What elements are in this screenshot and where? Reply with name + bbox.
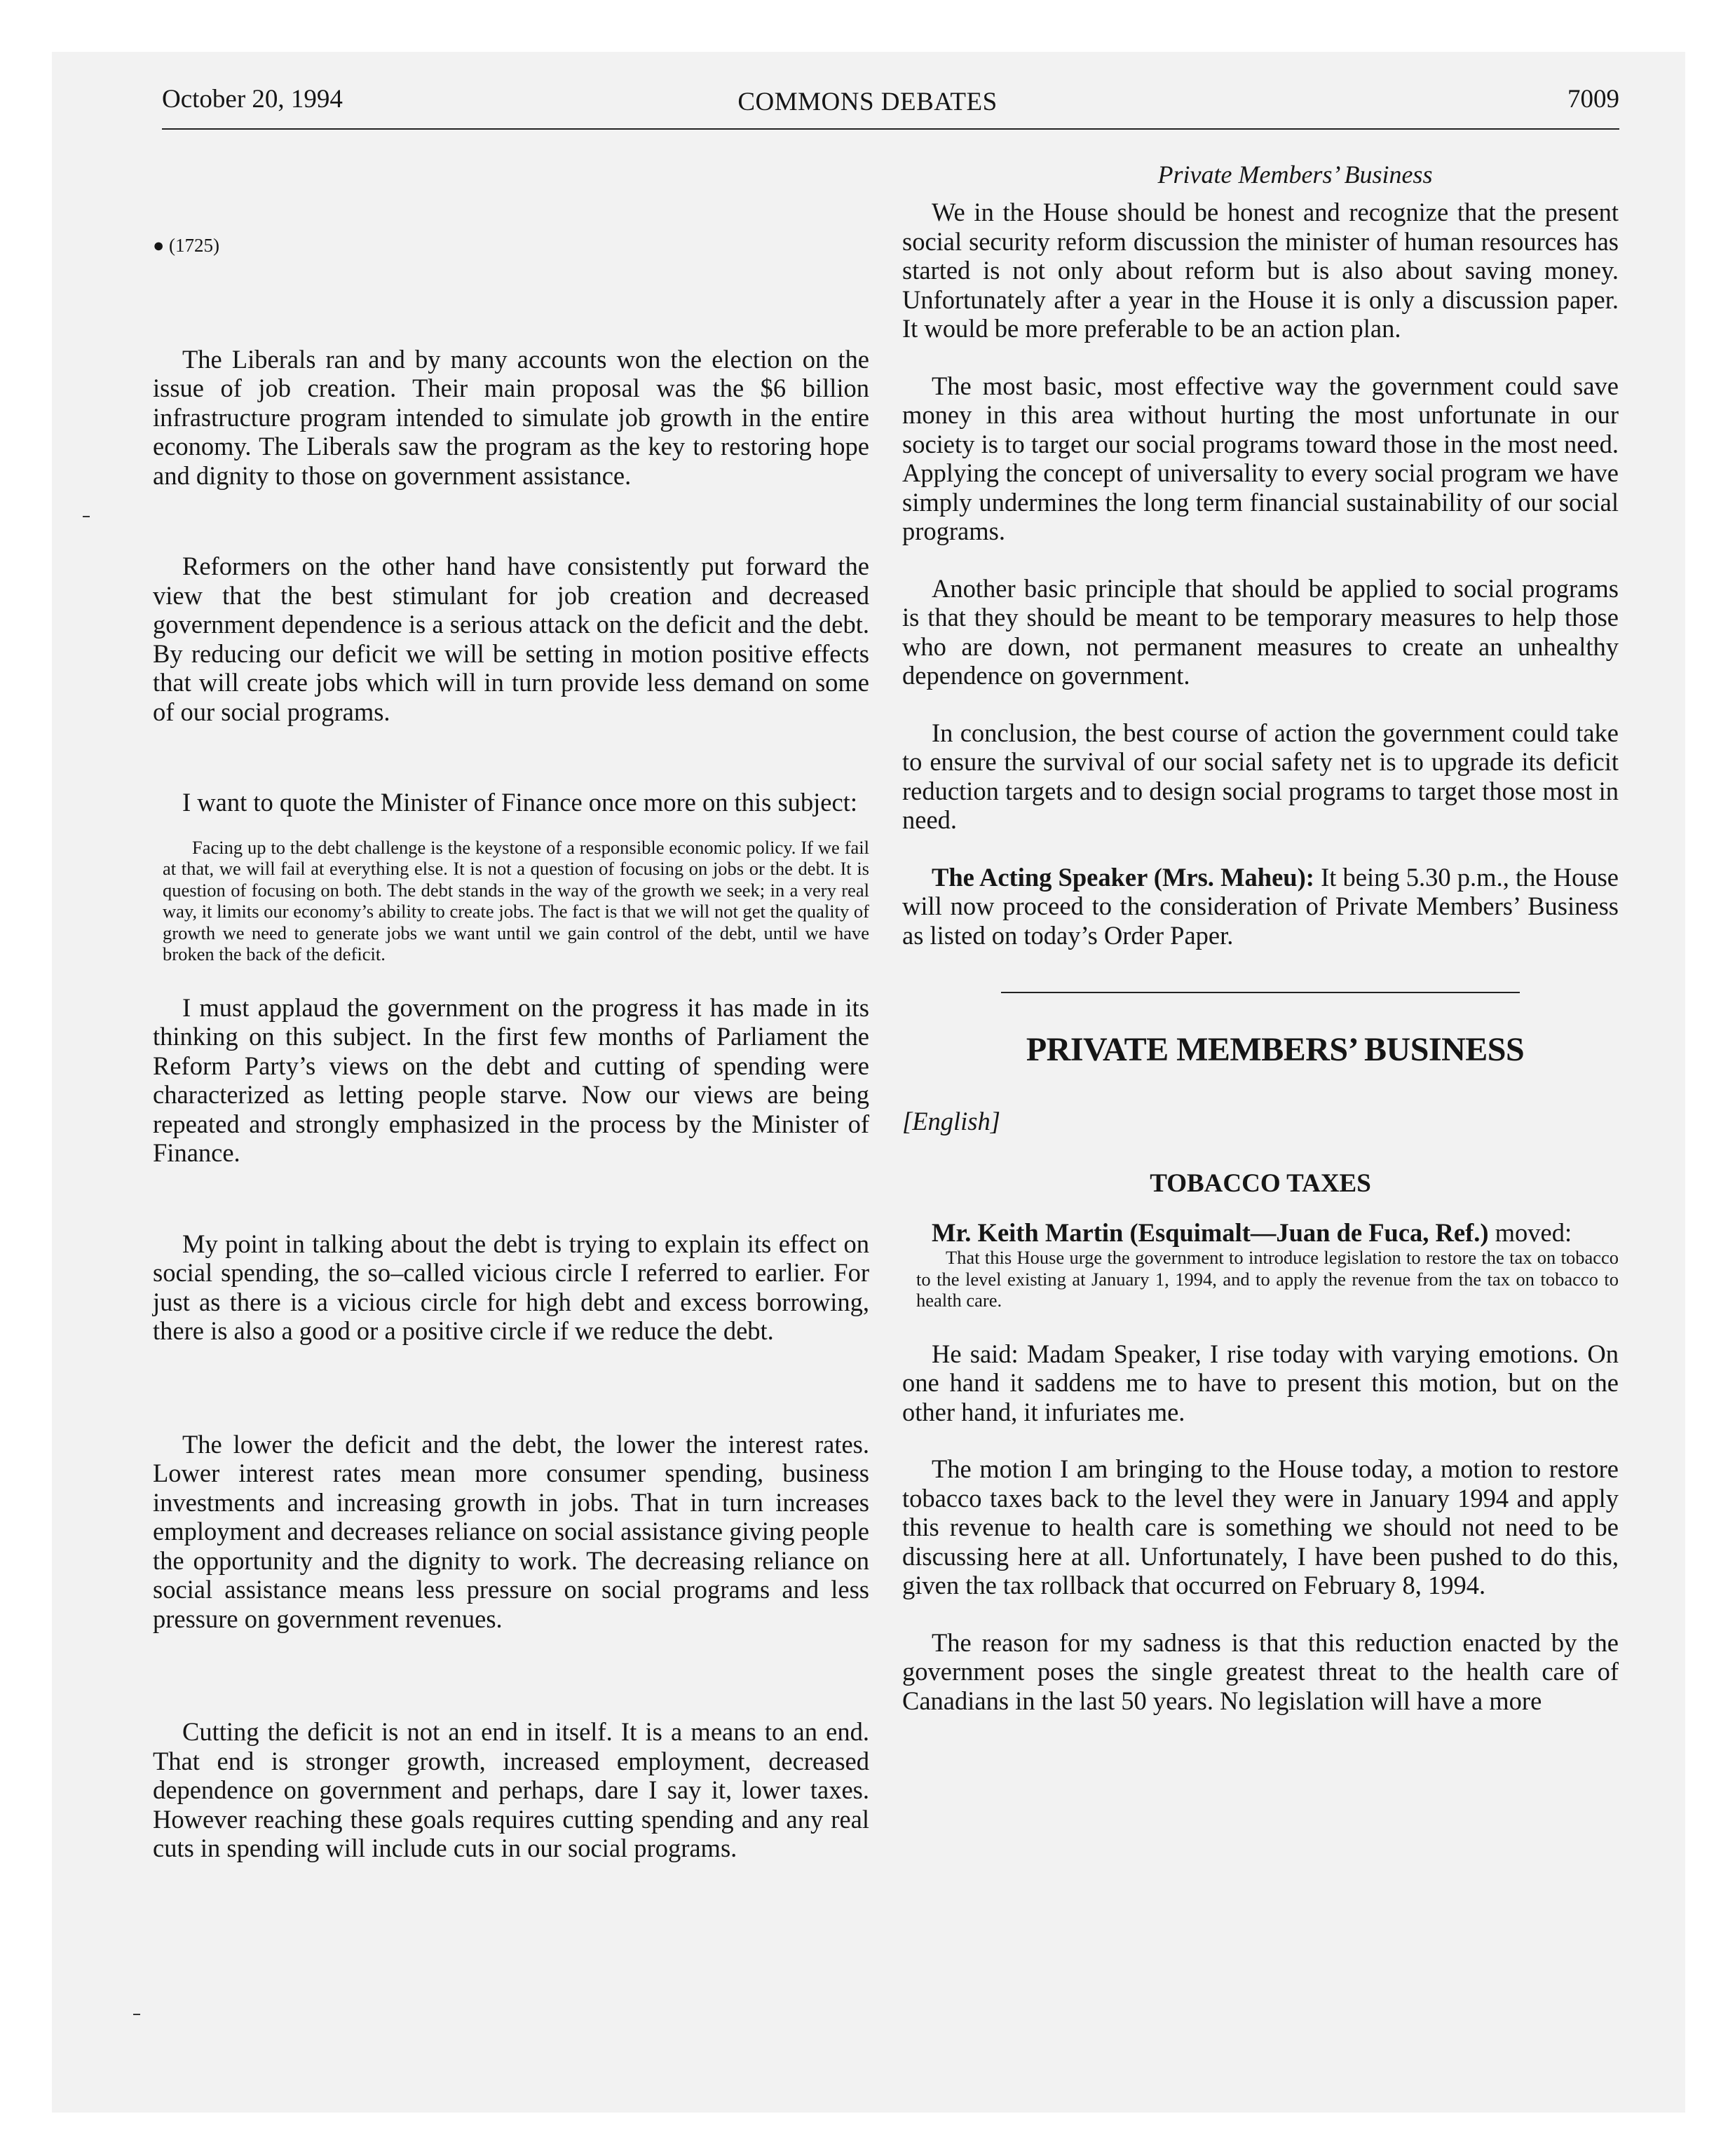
paragraph: My point in talking about the debt is trying to explain its effect on social spending, the so–called vicious circle I referred to earlier. For just as there is a vicious circle for high debt and excess borrowing, there is also a good or a positive circle if we reduce the debt. xyxy=(153,1229,869,1345)
header-date: October 20, 1994 xyxy=(162,85,343,114)
paragraph: I want to quote the Minister of Finance once more on this subject: xyxy=(182,788,857,817)
subheading: TOBACCO TAXES xyxy=(1150,1169,1371,1198)
paragraph: The most basic, most effective way the government could save money in this area without hurting the most unfortunate in our society is to target our social programs toward those in the most need. Applying the concept of universality to every social program we have simply undermines the long term financial sustainability of our social programs. xyxy=(902,371,1619,545)
motion-text: That this House urge the government to introduce legislation to restore the tax on tobacco to the level existing at January 1, 1994, and to apply the revenue from the tax on tobacco to health care. xyxy=(916,1247,1619,1311)
paragraph: Cutting the deficit is not an end in itself. It is a means to an end. That end is stronger growth, increased employment, decreased dependence on government and perhaps, dare I say it, lower taxes. However reaching these goals requires cutting spending and any real cuts in spending will include cuts in our social programs. xyxy=(153,1717,869,1862)
mover-paragraph xyxy=(902,1218,1619,1248)
speaker-text: It being 5.30 p.m., the House will now proceed to the consideration of Private Members’ Business as listed on today’s Order Paper. xyxy=(902,862,1619,950)
page-number: 7009 xyxy=(1567,85,1619,114)
paragraph: I must applaud the government on the progress it has made in its thinking on this subject. In the first few months of Parliament the Reform Party’s views on the debt and cutting of spending were characterized as letting people starve. Now our views are being repeated and strongly emphasized in the process by the Minister of Finance. xyxy=(153,992,869,1167)
time-marker: ● (1725) xyxy=(153,235,220,256)
paragraph: He said: Madam Speaker, I rise today with varying emotions. On one hand it saddens me to have to present this motion, but on the other hand, it infuriates me. xyxy=(902,1339,1619,1426)
section-title: PRIVATE MEMBERS’ BUSINESS xyxy=(1026,1031,1525,1068)
running-head: Private Members’ Business xyxy=(1157,161,1433,189)
paragraph: Another basic principle that should be applied to social programs is that they should be meant to be temporary measures to help those who are down, not permanent measures to create an unhealthy dependence on government. xyxy=(902,573,1619,690)
paragraph: The reason for my sadness is that this reduction enacted by the government poses the single greatest threat to the health care of Canadians in the last 50 years. No legislation will have a more xyxy=(902,1628,1619,1715)
language-tag: [English] xyxy=(902,1106,1000,1135)
paragraph: We in the House should be honest and recognize that the present social security reform discussion the minister of human resources has started is not only about reform but is also about saving money. Unfortunately after a year in the House it is only a discussion paper. It would be more preferable to be an action plan. xyxy=(902,198,1619,343)
paragraph: The lower the deficit and the debt, the lower the interest rates. Lower interest rates mean more consumer spending, business investments and increasing growth in jobs. That in turn increases employment and decreases reliance on social assistance giving people the opportunity and the dignity to work. The decreasing reliance on social assistance means less pressure on social programs and less pressure on government revenues. xyxy=(153,1429,869,1633)
speaker-paragraph xyxy=(902,863,1619,950)
margin-mark xyxy=(83,516,90,517)
paragraph: The motion I am bringing to the House today, a motion to restore tobacco taxes back to the level they were in January 1994 and apply this revenue to health care is something we should not need to be discussing here at all. Unfortunately, I have been pushed to do this, given the tax rollback that occurred on February 8, 1994. xyxy=(902,1454,1619,1599)
header-title: COMMONS DEBATES xyxy=(737,88,998,116)
paragraph: Reformers on the other hand have consistently put forward the view that the best stimulant for job creation and decreased government dependence is a serious attack on the deficit and the debt. By reducing our deficit we will be setting in motion positive effects that will create jobs which will in turn provide less demand on some of our social programs. xyxy=(153,552,869,726)
left-column xyxy=(153,198,869,1863)
mover-name: Mr. Keith Martin (Esquimalt—Juan de Fuca, Ref.) xyxy=(932,1217,1489,1247)
paragraph: The Liberals ran and by many accounts won the election on the issue of job creation. Their main proposal was the $6 billion infrastructure program intended to simulate job growth in the entire economy. The Liberals saw the program as the key to restoring hope and dignity to those on government assistance. xyxy=(153,344,869,490)
paragraph: In conclusion, the best course of action the government could take to ensure the survival of our social safety net is to upgrade its deficit reduction targets and to design social programs to target those most in need. xyxy=(902,718,1619,834)
margin-mark xyxy=(133,2014,140,2015)
header-rule xyxy=(162,128,1619,130)
right-column xyxy=(902,198,1619,1715)
mover-action: moved: xyxy=(1488,1217,1572,1247)
speaker-name: The Acting Speaker (Mrs. Maheu): xyxy=(932,862,1314,892)
block-quote: Facing up to the debt challenge is the keystone of a responsible economic policy. If we fail at that, we will fail at everything else. It is not a question of focusing on jobs or the debt. It is question of focusing on both. The debt stands in the way of the growth we seek; in a very real way, it limits our economy’s ability to create jobs. The fact is that we will not get the quality of growth we need to generate jobs we want until we gain control of the debt, until we have broken the back of the deficit. xyxy=(163,836,869,964)
